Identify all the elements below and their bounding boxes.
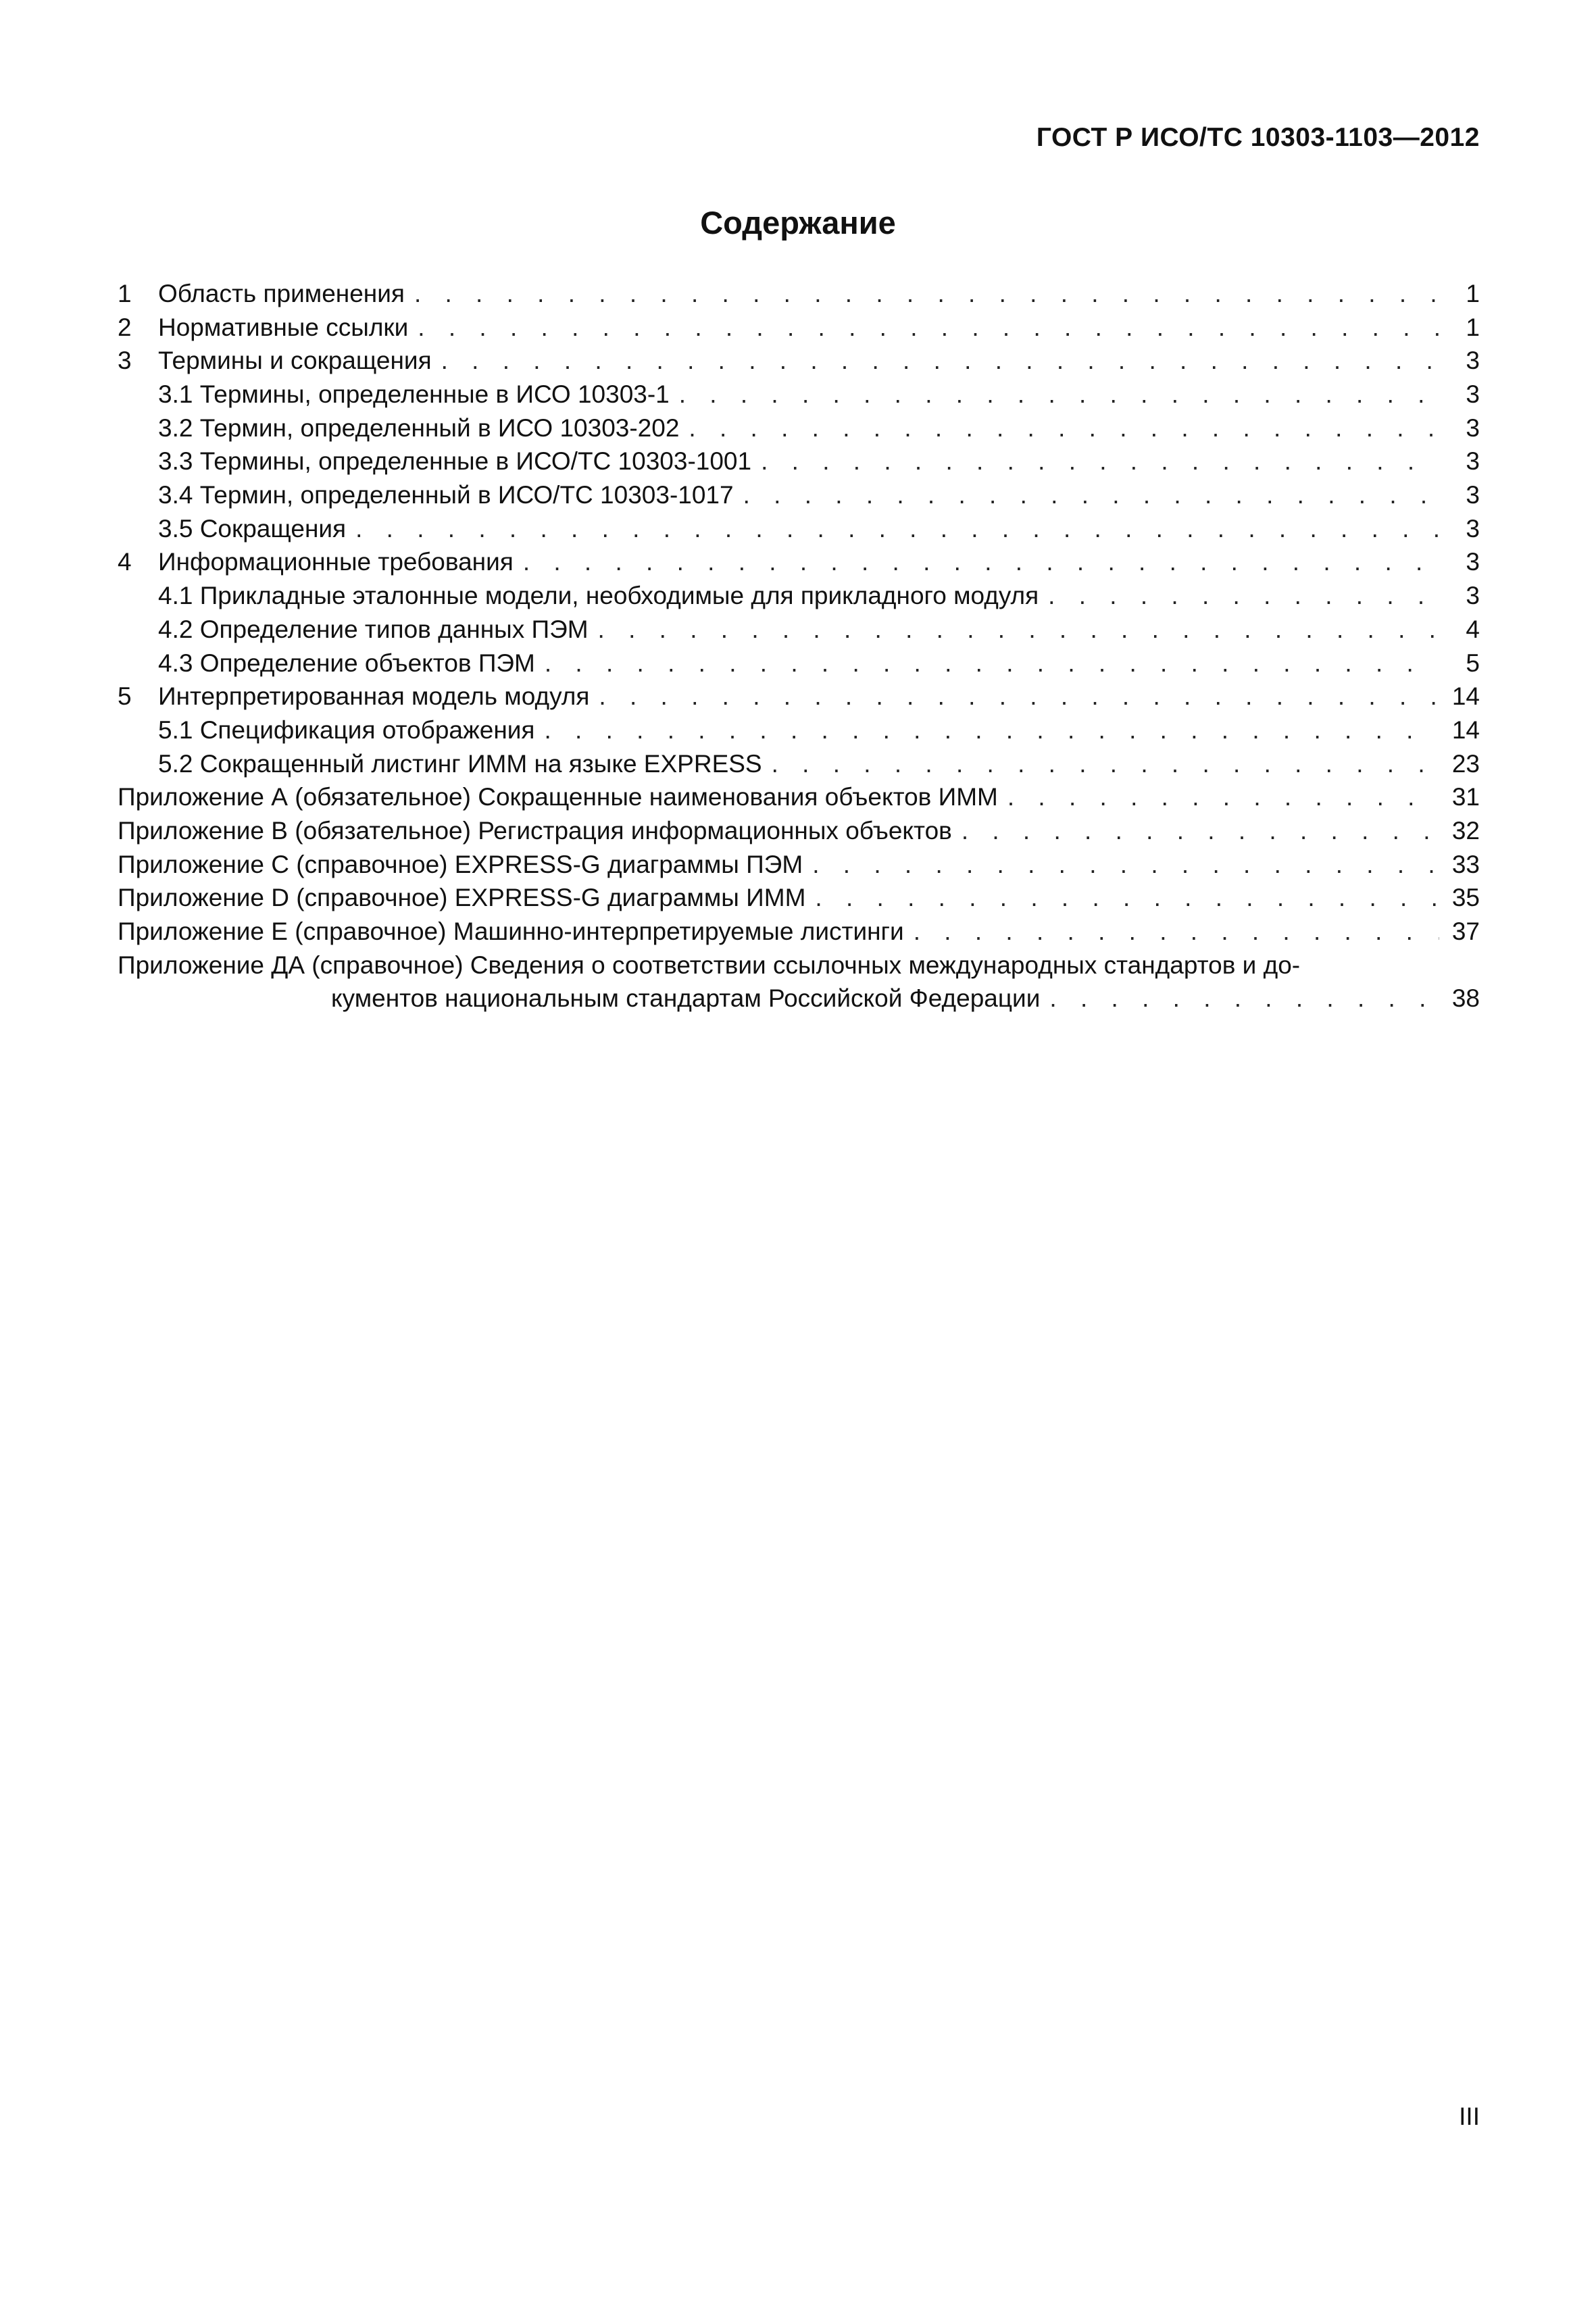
toc-entry-label: Приложение ДА (справочное) Сведения о соответствии ссылочных международных стандартов и до-: [118, 951, 1301, 979]
toc-entry-page: 1: [1466, 313, 1480, 341]
toc-title: Содержание: [700, 205, 896, 241]
toc-entry-page: 38: [1451, 984, 1480, 1013]
toc-entry-label: 5.2 Сокращенный листинг ИММ на языке EXPRESS: [158, 749, 762, 778]
toc-leader-dots: [812, 848, 1439, 882]
toc-entry-number: 5: [118, 682, 132, 711]
toc-entry[interactable]: [118, 344, 1480, 378]
toc-entry-label: Интерпретированная модель модуля: [158, 682, 590, 711]
toc-entry-label: Приложение А (обязательное) Сокращенные наименования объектов ИММ: [118, 783, 998, 811]
toc-entry-label: Приложение Е (справочное) Машинно-интерпретируемые листинги: [118, 917, 904, 946]
toc-entry-page: 5: [1466, 649, 1480, 677]
toc-entry-page: 37: [1451, 917, 1480, 946]
toc-subentry[interactable]: [118, 647, 1480, 680]
toc-entry-label: Нормативные ссылки: [158, 313, 409, 341]
toc-leader-dots: [761, 445, 1439, 478]
toc-leader-dots: [544, 713, 1439, 747]
toc-entry-label: 3.5 Сокращения: [158, 514, 347, 543]
toc-leader-dots: [418, 311, 1439, 345]
toc-annex-entry[interactable]: [118, 848, 1480, 882]
toc-entry-page: 33: [1451, 850, 1480, 878]
toc-entry-label: 4.2 Определение типов данных ПЭМ: [158, 615, 589, 643]
toc-entry-label: Приложение С (справочное) EXPRESS-G диаграммы ПЭМ: [118, 850, 803, 878]
toc-subentry[interactable]: [118, 713, 1480, 747]
toc-entry-label: 3.2 Термин, определенный в ИСО 10303-202: [158, 413, 680, 442]
toc-leader-dots: [815, 881, 1439, 915]
toc-subentry[interactable]: [118, 579, 1480, 613]
document-code: ГОСТ Р ИСО/ТС 10303-1103—2012: [1036, 123, 1480, 152]
toc-entry-page: 1: [1466, 279, 1480, 307]
toc-entry-label: Информационные требования: [158, 548, 514, 576]
toc-entry-number: 1: [118, 279, 132, 307]
toc-entry-label: 4.3 Определение объектов ПЭМ: [158, 649, 535, 677]
toc-subentry[interactable]: [118, 411, 1480, 445]
toc-entry-page: 3: [1466, 514, 1480, 543]
toc-annex-entry[interactable]: [118, 780, 1480, 814]
toc-entry-page: 4: [1466, 615, 1480, 643]
toc-leader-dots: [962, 814, 1439, 848]
toc-entry-page: 31: [1451, 783, 1480, 811]
toc-leader-dots: [1049, 982, 1439, 1015]
toc-entry-label: Термины и сокращения: [158, 347, 432, 375]
toc-entry-label: 3.4 Термин, определенный в ИСО/ТС 10303-1017: [158, 481, 734, 509]
toc-entry-label: 5.1 Спецификация отображения: [158, 715, 535, 744]
toc-leader-dots: [598, 613, 1439, 647]
toc-leader-dots: [523, 545, 1439, 579]
page-number: III: [1459, 2103, 1480, 2130]
toc-entry-label: Приложение В (обязательное) Регистрация информационных объектов: [118, 816, 952, 845]
toc-annex-entry[interactable]: [118, 814, 1480, 848]
toc-entry-label: 3.3 Термины, определенные в ИСО/ТС 10303-1001: [158, 447, 752, 476]
toc-entry-label: 3.1 Термины, определенные в ИСО 10303-1: [158, 380, 670, 409]
toc-entry-page: 3: [1466, 447, 1480, 476]
toc-leader-dots: [689, 411, 1439, 445]
toc-entry-page: 3: [1466, 347, 1480, 375]
toc-entry-page: 3: [1466, 582, 1480, 610]
toc-leader-dots: [355, 512, 1439, 546]
toc-subentry[interactable]: [118, 747, 1480, 781]
toc-entry-label: Приложение D (справочное) EXPRESS-G диаграммы ИММ: [118, 884, 806, 912]
table-of-contents: [118, 277, 1480, 1015]
toc-subentry[interactable]: [118, 378, 1480, 411]
toc-leader-dots: [599, 680, 1439, 713]
toc-leader-dots: [1007, 780, 1439, 814]
toc-subentry[interactable]: [118, 445, 1480, 478]
toc-entry-page: 35: [1451, 884, 1480, 912]
toc-entry[interactable]: [118, 277, 1480, 311]
toc-entry-number: 2: [118, 313, 132, 341]
toc-entry[interactable]: [118, 546, 1480, 580]
toc-leader-dots: [414, 277, 1439, 311]
toc-leader-dots: [914, 915, 1439, 949]
toc-entry-page: 3: [1466, 413, 1480, 442]
toc-entry[interactable]: [118, 311, 1480, 345]
toc-entry-page: 14: [1451, 715, 1480, 744]
toc-subentry[interactable]: [118, 512, 1480, 546]
toc-entry-label: 4.1 Прикладные эталонные модели, необходимые для прикладного модуля: [158, 582, 1039, 610]
toc-entry-number: 3: [118, 347, 132, 375]
toc-annex-entry-line2[interactable]: [118, 982, 1480, 1015]
toc-annex-entry-line1[interactable]: [118, 949, 1480, 982]
toc-leader-dots: [1048, 579, 1439, 613]
toc-leader-dots: [545, 647, 1439, 680]
toc-annex-entry[interactable]: [118, 881, 1480, 915]
toc-entry-page: 14: [1451, 682, 1480, 711]
toc-subentry[interactable]: [118, 613, 1480, 647]
toc-entry-page: 3: [1466, 481, 1480, 509]
toc-leader-dots: [772, 747, 1439, 781]
toc-subentry[interactable]: [118, 478, 1480, 512]
toc-entry-label-continuation: кументов национальным стандартам Российской Федерации: [331, 984, 1041, 1013]
toc-entry-page: 3: [1466, 548, 1480, 576]
toc-annex-entry[interactable]: [118, 915, 1480, 949]
toc-leader-dots: [441, 344, 1439, 378]
toc-entry-page: 23: [1451, 749, 1480, 778]
toc-entry-label: Область применения: [158, 279, 405, 307]
toc-entry-page: 3: [1466, 380, 1480, 409]
toc-leader-dots: [679, 378, 1439, 411]
toc-leader-dots: [743, 478, 1439, 512]
toc-entry[interactable]: [118, 680, 1480, 713]
toc-entry-number: 4: [118, 548, 132, 576]
toc-entry-page: 32: [1451, 816, 1480, 845]
